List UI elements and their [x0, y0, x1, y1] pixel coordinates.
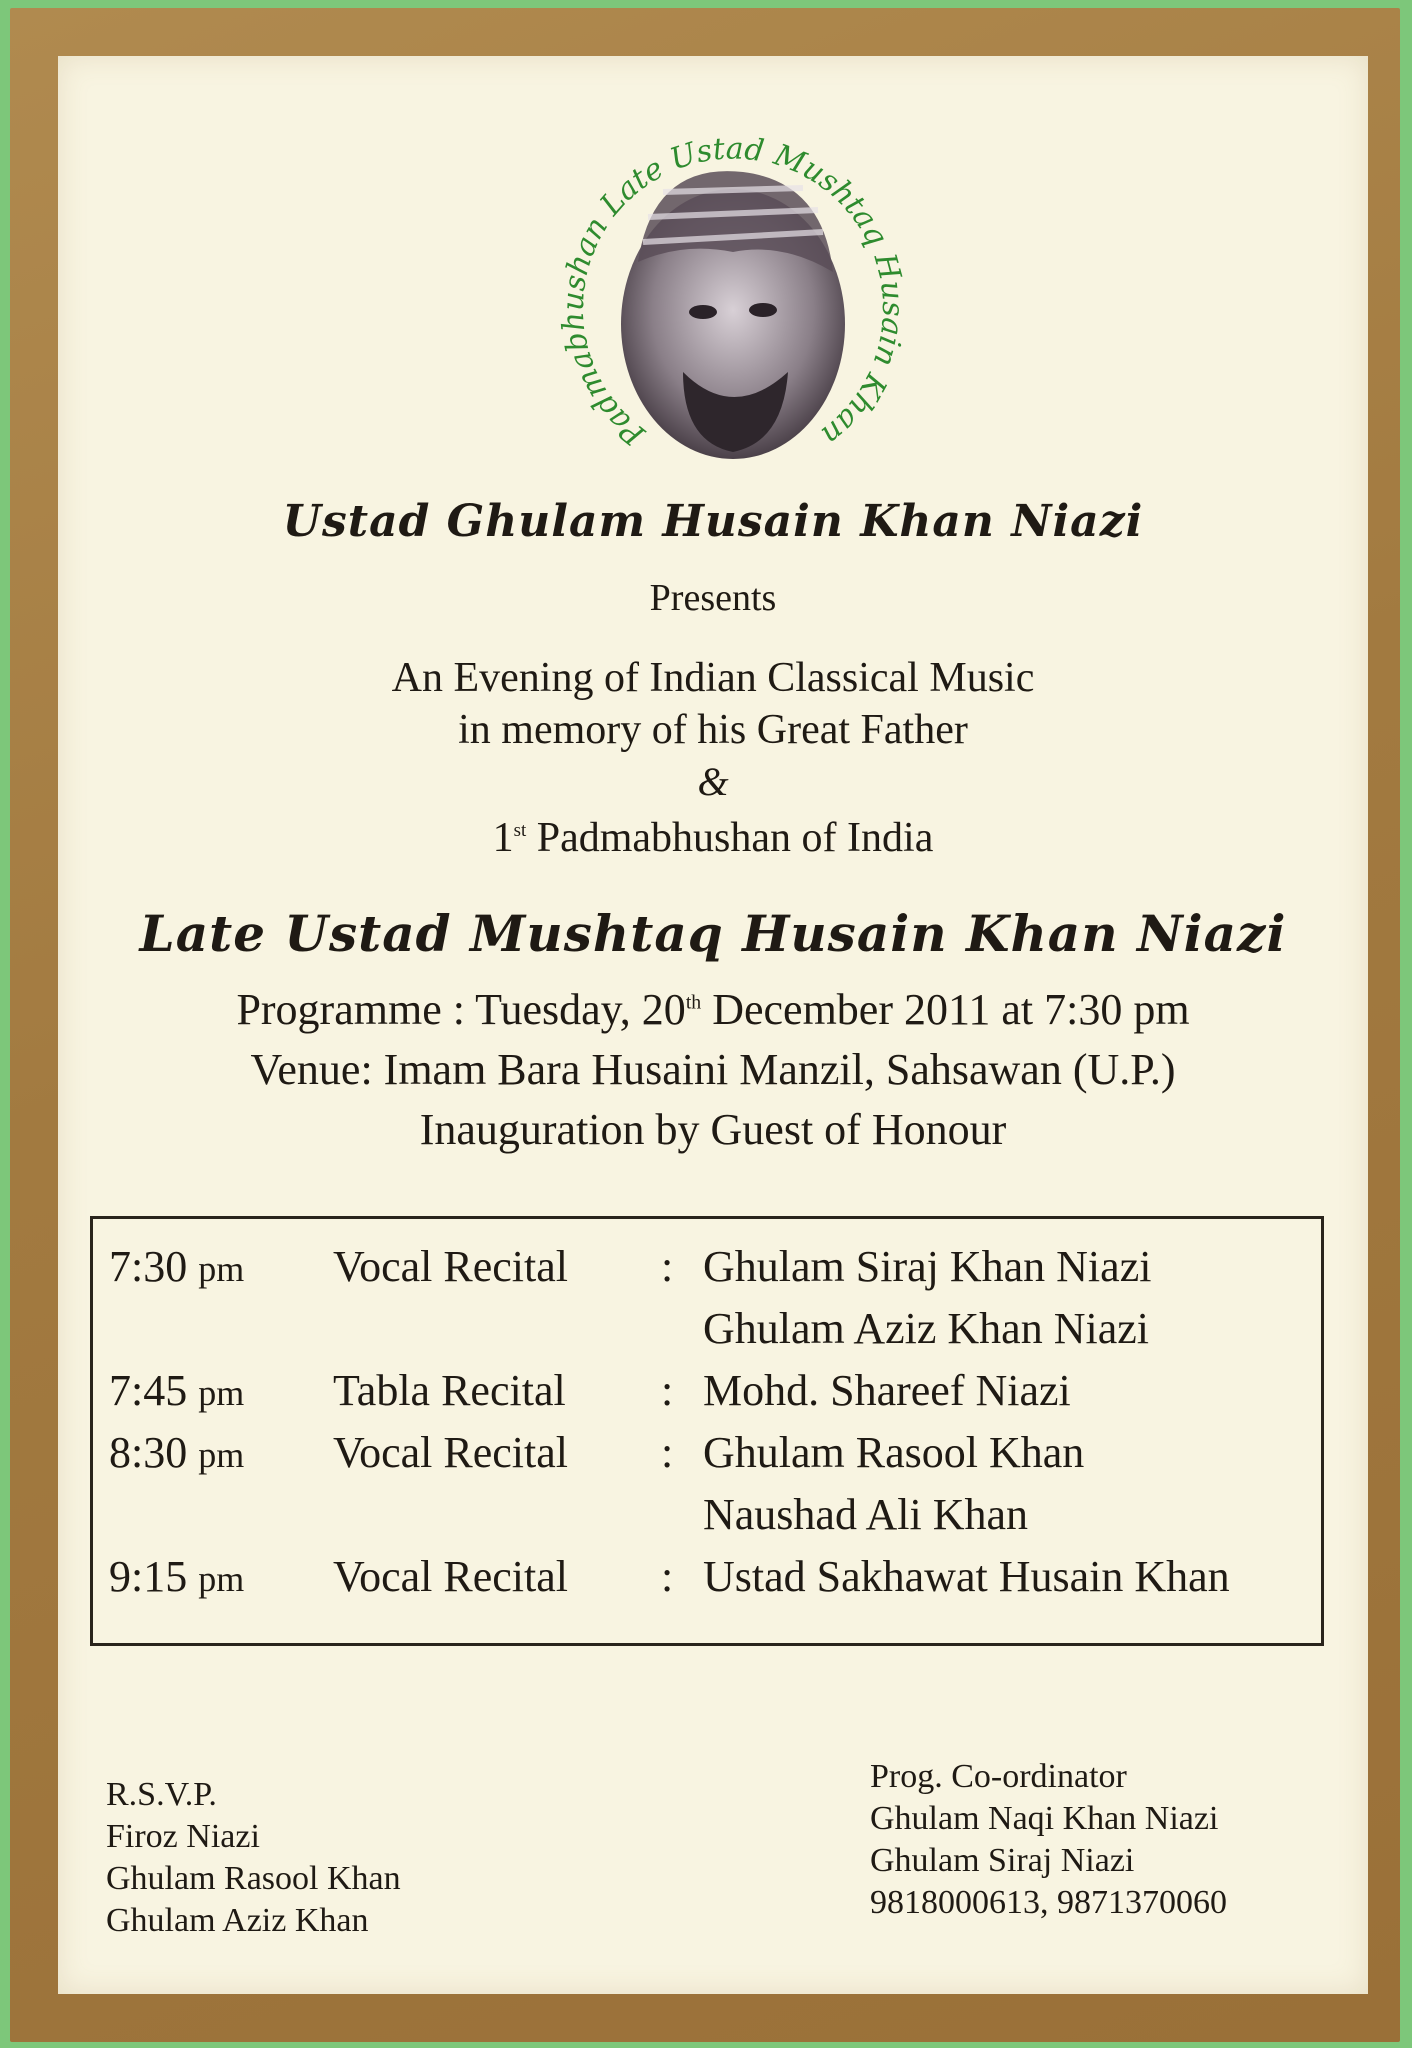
coordinator-title: Prog. Co-ordinator: [870, 1758, 1127, 1795]
schedule-table: [90, 1216, 1324, 1646]
schedule-activity: Vocal Recital: [333, 1428, 568, 1477]
invitation-card: [10, 8, 1400, 2042]
rsvp-name: Ghulam Rasool Khan: [106, 1860, 401, 1897]
programme-date-post: December 2011 at 7:30 pm: [701, 985, 1190, 1034]
ordinal-suffix: st: [513, 820, 527, 841]
padmabhushan-text: Padmabhushan of India: [526, 815, 934, 861]
programme-line: [58, 984, 1368, 1035]
schedule-separator: :: [661, 1366, 674, 1415]
schedule-separator: :: [661, 1552, 674, 1601]
coordinator-phones: 9818000613, 9871370060: [870, 1884, 1227, 1921]
schedule-row: [93, 1489, 1321, 1549]
rsvp-name: Ghulam Aziz Khan: [106, 1902, 369, 1939]
schedule-time: 7:45 pm: [109, 1366, 245, 1415]
event-title-line-4: [58, 814, 1368, 862]
event-title-line-1: An Evening of Indian Classical Music: [391, 655, 1035, 701]
schedule-time: 8:30 pm: [109, 1428, 245, 1477]
presents-text: Presents: [649, 577, 777, 619]
schedule-performer: Ghulam Siraj Khan Niazi: [703, 1242, 1152, 1291]
schedule-time: 9:15 pm: [109, 1552, 245, 1601]
schedule-separator: :: [661, 1242, 674, 1291]
schedule-performer: Mohd. Shareef Niazi: [703, 1366, 1071, 1415]
date-ordinal-suffix: th: [685, 991, 702, 1014]
honoree-name: Late Ustad Mushtaq Husain Khan Niazi: [139, 904, 1287, 963]
schedule-row: [93, 1241, 1321, 1301]
programme-date-pre: Programme : Tuesday, 20: [236, 985, 686, 1034]
schedule-activity: Vocal Recital: [333, 1242, 568, 1291]
schedule-activity: Vocal Recital: [333, 1552, 568, 1601]
portrait-arc-svg: [533, 92, 933, 492]
schedule-separator: :: [661, 1428, 674, 1477]
schedule-row: [93, 1551, 1321, 1611]
event-title-line-2: in memory of his Great Father: [458, 707, 968, 753]
coordinator-block: [870, 1756, 1227, 1924]
schedule-performer: Ghulam Rasool Khan: [703, 1428, 1085, 1477]
schedule-performer: Ghulam Aziz Khan Niazi: [703, 1304, 1149, 1353]
schedule-activity: Tabla Recital: [333, 1366, 566, 1415]
schedule-time: 7:30 pm: [109, 1242, 245, 1291]
host-name: Ustad Ghulam Husain Khan Niazi: [282, 496, 1144, 547]
schedule-performer: Naushad Ali Khan: [703, 1490, 1029, 1539]
inauguration-line: Inauguration by Guest of Honour: [419, 1105, 1007, 1154]
invitation-paper: [58, 56, 1368, 1994]
schedule-row: [93, 1365, 1321, 1425]
rsvp-title: R.S.V.P.: [106, 1776, 217, 1813]
rsvp-block: [106, 1774, 401, 1942]
schedule-row: [93, 1427, 1321, 1487]
venue-line: Venue: Imam Bara Husaini Manzil, Sahsawan (U.P.): [250, 1045, 1176, 1094]
portrait-image: [621, 171, 845, 459]
portrait-medallion: [533, 92, 933, 492]
ordinal-number: 1: [492, 815, 514, 861]
ampersand: &: [697, 759, 729, 804]
coordinator-name: Ghulam Naqi Khan Niazi: [870, 1800, 1219, 1837]
rsvp-name: Firoz Niazi: [106, 1818, 260, 1855]
coordinator-name: Ghulam Siraj Niazi: [870, 1842, 1135, 1879]
schedule-performer: Ustad Sakhawat Husain Khan: [703, 1552, 1230, 1601]
medallion-arc-text: Padmabhushan Late Ustad Mushtaq Husain Khan: [555, 131, 911, 453]
schedule-row: [93, 1303, 1321, 1363]
